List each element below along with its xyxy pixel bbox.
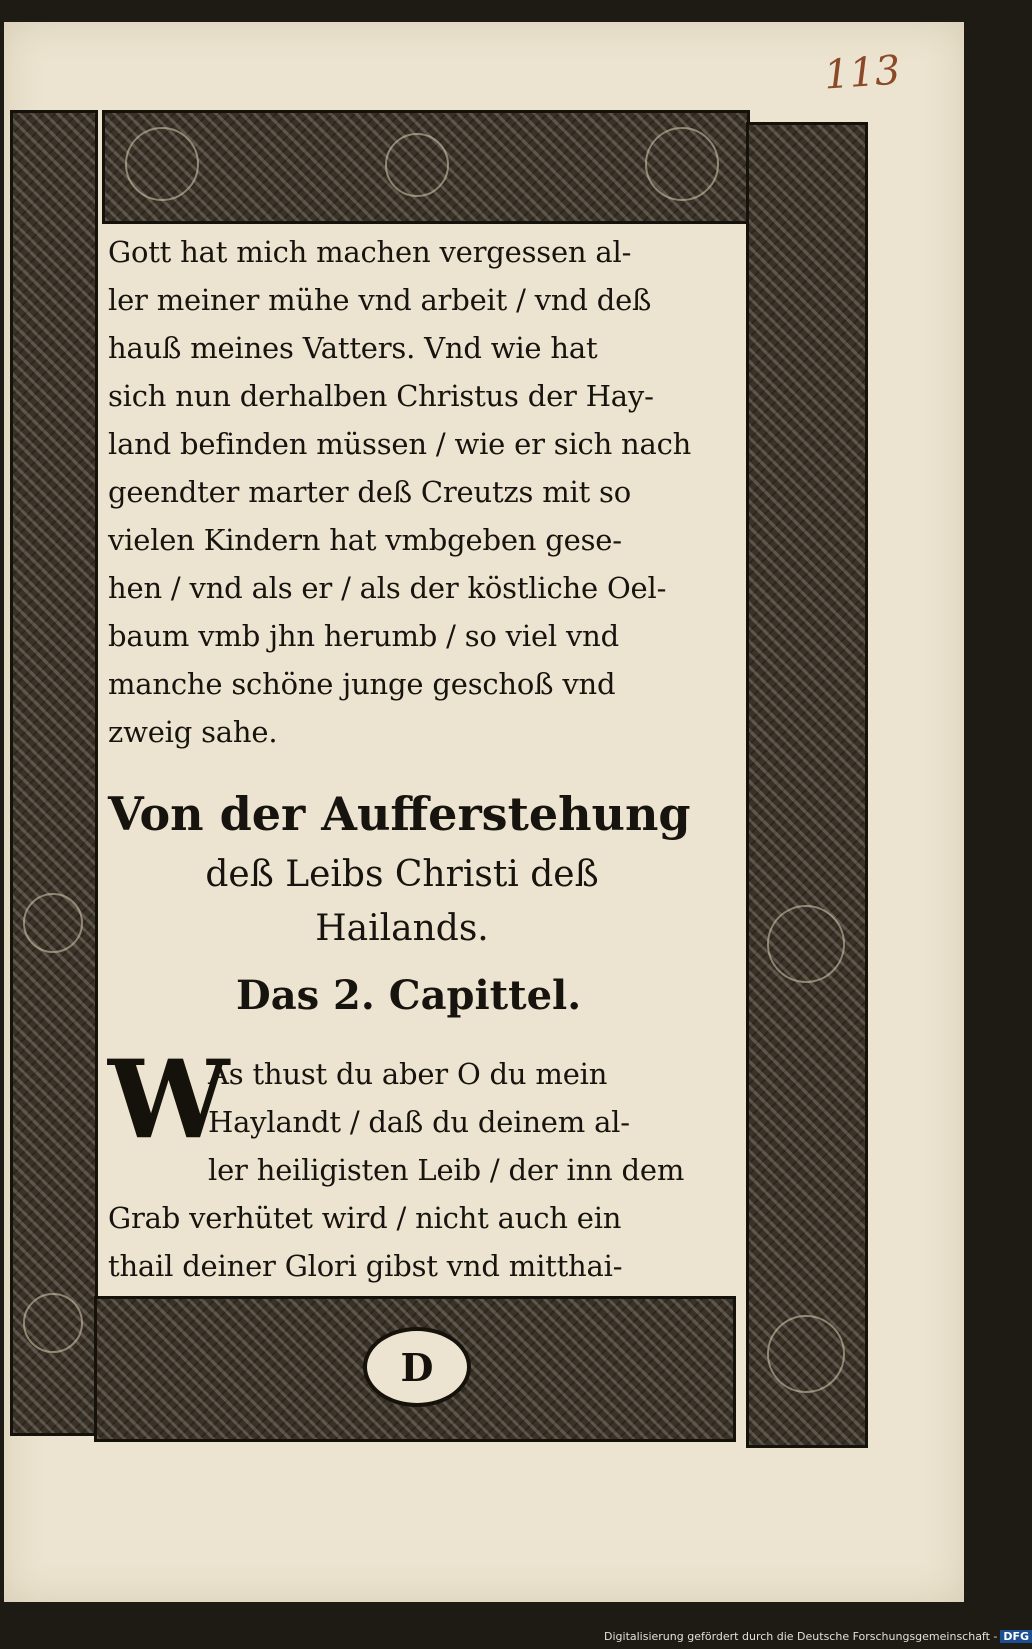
text-line: hen / vnd als er / als der köstliche Oel- — [108, 571, 667, 605]
woodcut-border-top — [102, 110, 750, 224]
text-line: manche schöne junge geschoß vnd — [108, 667, 616, 701]
text-line: vielen Kindern hat vmbgeben gese- — [108, 523, 622, 557]
text-block — [108, 228, 736, 1290]
text-line: As thust du aber O du mein — [208, 1057, 608, 1091]
text-line: land befinden müssen / wie er sich nach — [108, 427, 692, 461]
woodcut-border-left — [10, 110, 98, 1436]
chapter-heading: Das 2. Capittel. — [236, 972, 582, 1019]
credit-text: Digitalisierung gefördert durch die Deutsche Forschungsgemeinschaft - — [604, 1630, 998, 1643]
text-line: Haylandt / daß du deinem al- — [208, 1105, 630, 1139]
text-line: Grab verhütet wird / nicht auch ein — [108, 1201, 622, 1235]
paragraph-2 — [108, 1037, 736, 1290]
signature-mark: D — [400, 1344, 434, 1390]
signature-medallion — [363, 1327, 471, 1407]
text-line: ler meiner mühe vnd arbeit / vnd deß — [108, 283, 652, 317]
text-line: thail deiner Glori gibst vnd mitthai- — [108, 1249, 623, 1283]
text-line: sich nun derhalben Christus der Hay- — [108, 379, 654, 413]
text-line: geendter marter deß Creutzs mit so — [108, 475, 632, 509]
drop-cap-initial: W — [108, 1037, 230, 1163]
text-line: Gott hat mich machen vergessen al- — [108, 235, 632, 269]
folio-number: 113 — [822, 47, 902, 99]
woodcut-border-right — [746, 122, 868, 1448]
section-subtitle-line-1: deß Leibs Christi deß — [205, 854, 599, 895]
section-title: Von der Aufferstehung — [108, 787, 691, 841]
text-line: hauß meines Vatters. Vnd wie hat — [108, 331, 598, 365]
paragraph-1 — [108, 228, 736, 756]
book-page — [4, 22, 964, 1602]
section-subtitle-line-2: Hailands. — [315, 908, 489, 949]
text-line: zweig sahe. — [108, 715, 278, 749]
text-line: ler heiligisten Leib / der inn dem — [208, 1153, 685, 1187]
woodcut-border-bottom — [94, 1296, 736, 1442]
digitization-credit — [604, 1630, 1032, 1643]
dfg-logo: DFG — [1000, 1630, 1032, 1643]
text-line: baum vmb jhn herumb / so viel vnd — [108, 619, 620, 653]
